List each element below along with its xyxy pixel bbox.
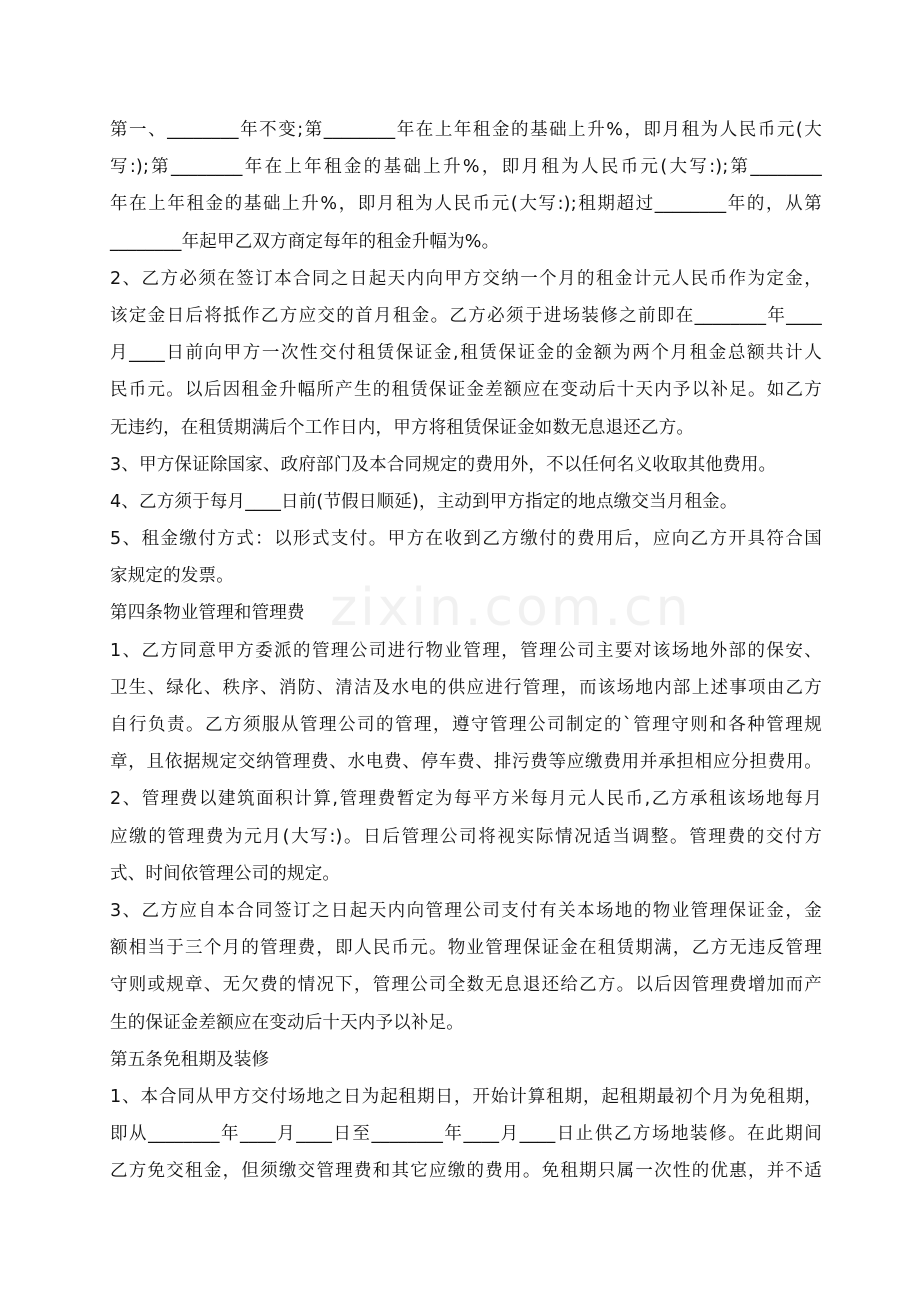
- text-line: 第四条物业管理和管理费: [110, 603, 305, 624]
- text-line: 2、乙方必须在签订本合同之日起天内向甲方交纳一个月的租金计元人民币作为定金，: [110, 268, 822, 289]
- text-line: 自行负责。乙方须服从管理公司的管理，遵守管理公司制定的`管理守则和各种管理规: [110, 715, 822, 735]
- text-line: 第五条免租期及装修: [110, 1049, 270, 1070]
- text-line: 4、乙方须于每月____日前(节假日顺延)，主动到甲方指定的地点缴交当月租金。: [110, 491, 738, 512]
- text-line: 2、管理费以建筑面积计算,管理费暂定为每平方米每月元人民币,乙方承租该场地每月: [110, 789, 822, 810]
- text-line: 第一、________年不变;第________年在上年租金的基础上升%，即月租为人民币元(大: [110, 120, 822, 140]
- text-line: 家规定的发票。: [110, 566, 234, 587]
- text-line: 3、乙方应自本合同签订之日起天内向管理公司支付有关本场地的物业管理保证金，金: [110, 900, 822, 921]
- text-line: 乙方免交租金，但须缴交管理费和其它应缴的费用。免租期只属一次性的优惠，并不适: [110, 1161, 822, 1182]
- text-line: 式、时间依管理公司的规定。: [110, 863, 341, 884]
- text-line: 年在上年租金的基础上升%，即月租为人民币元(大写:);租期超过________年的，从第: [110, 194, 822, 215]
- text-line: 写:);第________年在上年租金的基础上升%，即月租为人民币元(大写:);第________: [110, 157, 822, 178]
- text-line: ________年起甲乙双方商定每年的租金升幅为%。: [110, 231, 500, 252]
- text-line: 应缴的管理费为元月(大写:)。日后管理公司将视实际情况适当调整。管理费的交付方: [110, 826, 822, 847]
- text-line: 生的保证金差额应在变动后十天内予以补足。: [110, 1012, 464, 1033]
- text-line: 3、甲方保证除国家、政府部门及本合同规定的费用外，不以任何名义收取其他费用。: [110, 454, 777, 475]
- text-line: 5、租金缴付方式：以形式支付。甲方在收到乙方缴付的费用后，应向乙方开具符合国: [110, 529, 822, 550]
- text-line: 月____日前向甲方一次性交付租赁保证金,租赁保证金的金额为两个月租金总额共计人: [110, 343, 822, 364]
- text-line: 章，且依据规定交纳管理费、水电费、停车费、排污费等应缴费用并承担相应分担费用。: [110, 752, 822, 773]
- text-line: 无违约，在租赁期满后个工作日内，甲方将租赁保证金如数无息退还乙方。: [110, 417, 695, 438]
- document-body: [110, 112, 822, 1190]
- text-line: 民币元。以后因租金升幅所产生的租赁保证金差额应在变动后十天内予以补足。如乙方: [110, 380, 822, 401]
- text-line: 额相当于三个月的管理费，即人民币元。物业管理保证金在租赁期满，乙方无违反管理: [110, 938, 822, 959]
- text-line: 守则或规章、无欠费的情况下，管理公司全数无息退还给乙方。以后因管理费增加而产: [110, 975, 822, 996]
- watermark: zixin.com.cn: [330, 578, 692, 638]
- text-line: 1、本合同从甲方交付场地之日为起租期日，开始计算租期，起租期最初个月为免租期，: [110, 1086, 822, 1107]
- text-line: 该定金日后将抵作乙方应交的首月租金。乙方必须于进场装修之前即在________年____: [110, 305, 822, 326]
- text-line: 1、乙方同意甲方委派的管理公司进行物业管理，管理公司主要对该场地外部的保安、: [110, 640, 822, 661]
- text-line: 卫生、绿化、秩序、消防、清洁及水电的供应进行管理，而该场地内部上述事项由乙方: [110, 677, 822, 698]
- text-line: 即从________年____月____日至________年____月____日止供乙方场地装修。在此期间: [110, 1124, 822, 1145]
